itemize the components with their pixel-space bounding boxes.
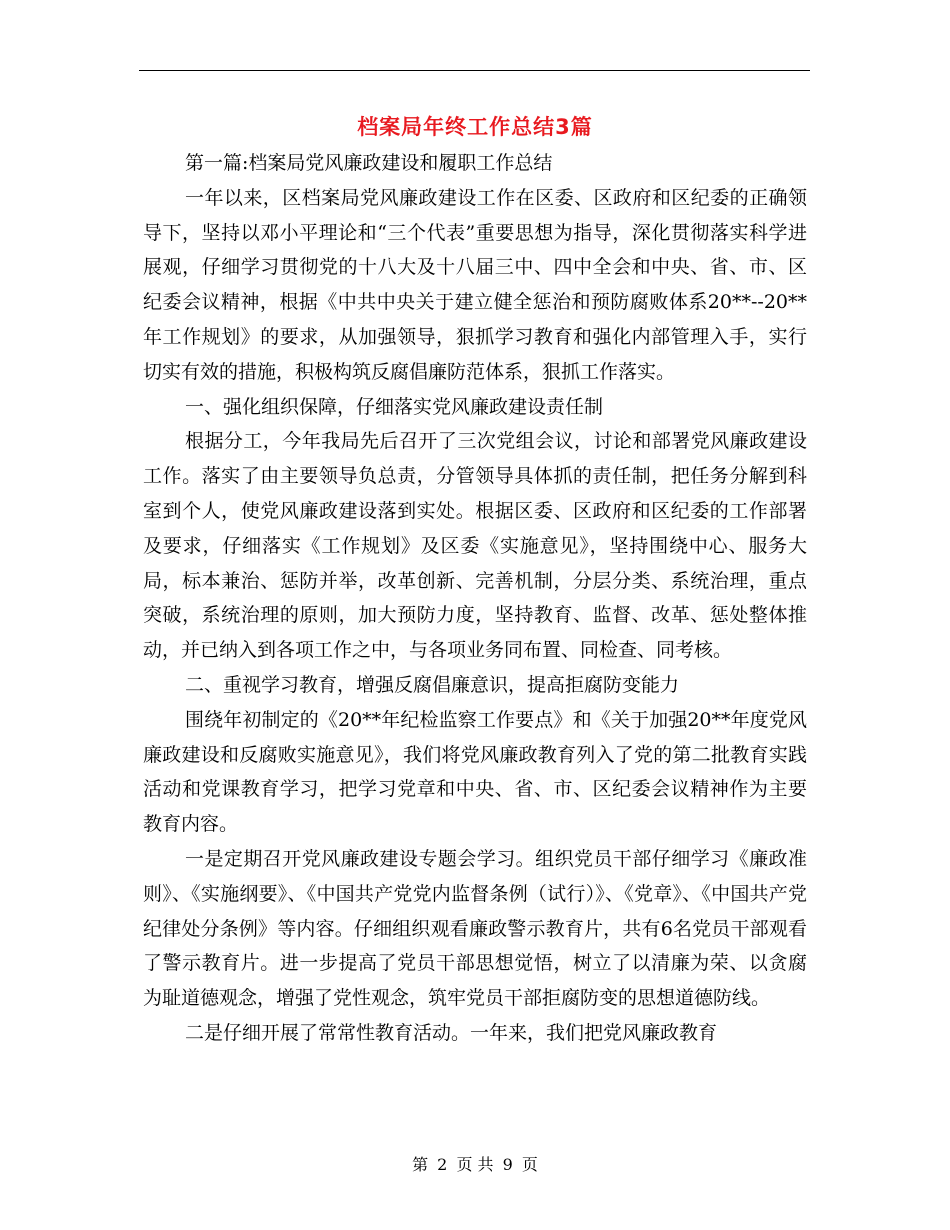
document-title: 档案局年终工作总结3篇 bbox=[357, 115, 593, 139]
paragraph-body: 一是定期召开党风廉政建设专题会学习。组织党员干部仔细学习《廉政准则》、《实施纲要》、《中国共产党党内监督条例（试行）》、《党章》、《中国共产党纪律处分条例》等内容。仔细组织观看廉政警示教育片，共有6名党员干部观看了警示教育片。进一步提高了党员干部思想觉悟，树立了以清廉为荣、以贪腐为耻道德观念，增强了党性观念，筑牢党员干部拒腐防变的思想道德防线。 bbox=[143, 847, 807, 1010]
footer-prefix: 第 bbox=[412, 1155, 429, 1174]
footer-suffix: 页 bbox=[521, 1155, 538, 1174]
section-heading-1: 第一篇:档案局党风廉政建设和履职工作总结 bbox=[185, 152, 553, 174]
current-page-number: 2 bbox=[437, 1155, 448, 1174]
page-footer bbox=[0, 1152, 950, 1175]
header-rule bbox=[139, 70, 810, 71]
paragraph-body: 根据分工，今年我局先后召开了三次党组会议，讨论和部署党风廉政建设工作。落实了由主要领导负总责，分管领导具体抓的责任制，把任务分解到科室到个人，使党风廉政建设落到实处。根据区委、区政府和区纪委的工作部署及要求，仔细落实《工作规划》及区委《实施意见》，坚持围绕中心、服务大局，标本兼治、惩防并举，改革创新、完善机制，分层分类、系统治理，重点突破，系统治理的原则，加大预防力度，坚持教育、监督、改革、惩处整体推动，并已纳入到各项工作之中，与各项业务同布置、同检查、同考核。 bbox=[143, 430, 807, 662]
document-body bbox=[143, 146, 807, 1051]
section-heading-2: 一、强化组织保障，仔细落实党风廉政建设责任制 bbox=[185, 395, 604, 418]
total-page-count: 9 bbox=[502, 1155, 513, 1174]
section-heading-3: 二、重视学习教育，增强反腐倡廉意识，提高拒腐防变能力 bbox=[185, 673, 680, 696]
paragraph-body: 二是仔细开展了常常性教育活动。一年来，我们把党风廉政教育 bbox=[185, 1021, 718, 1044]
paragraph-body: 围绕年初制定的《20**年纪检监察工作要点》和《关于加强20**年度党风廉政建设和反腐败实施意见》，我们将党风廉政教育列入了党的第二批教育实践活动和党课教育学习，把学习党章和中央、省、市、区纪委会议精神作为主要教育内容。 bbox=[143, 708, 807, 836]
paragraph-intro: 一年以来，区档案局党风廉政建设工作在区委、区政府和区纪委的正确领导下，坚持以邓小平理论和“三个代表”重要思想为指导，深化贯彻落实科学进展观，仔细学习贯彻党的十八大及十八届三中、四中全会和中央、省、市、区纪委会议精神，根据《中共中央关于建立健全惩治和预防腐败体系20**--20**年工作规划》的要求，从加强领导，狠抓学习教育和强化内部管理入手，实行切实有效的措施，积极构筑反腐倡廉防范体系，狠抓工作落实。 bbox=[143, 186, 807, 383]
footer-mid: 页 共 bbox=[456, 1155, 494, 1174]
